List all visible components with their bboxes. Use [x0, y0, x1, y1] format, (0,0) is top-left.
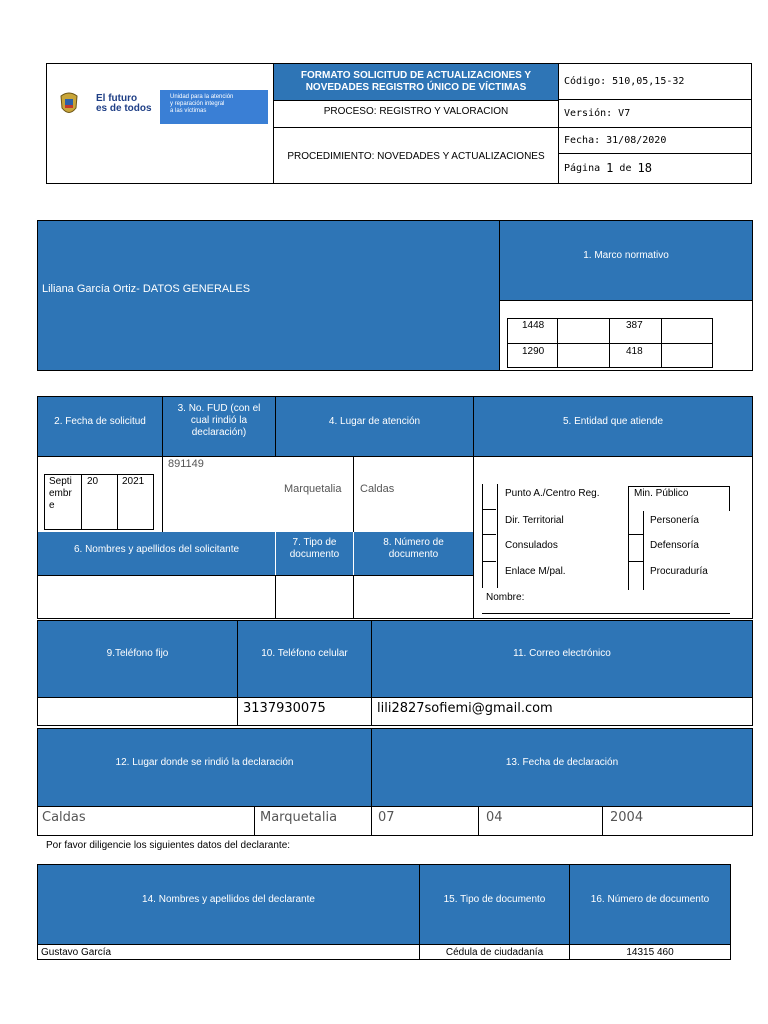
- logo-unit-text: Unidad para la atención: [170, 94, 234, 100]
- lugar-declaracion-label: 12. Lugar donde se rindió la declaración: [115, 756, 294, 768]
- marco-cell: 1448: [522, 320, 545, 331]
- procedure-label: PROCEDIMIENTO: NOVEDADES Y ACTUALIZACIONES: [287, 150, 545, 162]
- lugar-atencion-label: 4. Lugar de atención: [328, 415, 421, 427]
- code-label: Código: 510,05,15-32: [564, 75, 685, 87]
- telefono-celular-label: 10. Teléfono celular: [261, 647, 348, 659]
- entidad-checkbox[interactable]: [482, 484, 498, 588]
- declarant-tipo-value: Cédula de ciudadanía: [445, 946, 544, 958]
- logo-text: es de todos: [96, 103, 152, 114]
- logo: [52, 86, 268, 128]
- fud-label: 3. No. FUD (con el cual rindió la declaración): [177, 403, 261, 438]
- entidad-option: Enlace M/pal.: [505, 566, 566, 577]
- correo-label: 11. Correo electrónico: [513, 647, 611, 659]
- entidad-option: Consulados: [505, 540, 558, 551]
- entidad-option: Defensoría: [650, 540, 699, 551]
- telefono-fijo-value: [42, 698, 232, 718]
- marco-cell: 418: [626, 346, 643, 357]
- declarant-numero-value: 14315 460: [626, 946, 674, 958]
- fecha-year: 2021: [122, 476, 145, 487]
- lugar-dept: Caldas: [360, 483, 395, 495]
- declaration-year: 2004: [610, 809, 644, 825]
- form-title: FORMATO SOLICITUD DE ACTUALIZACIONES Y NOVEDADES REGISTRO ÚNICO DE VÍCTIMAS: [274, 64, 558, 100]
- header-divider: [558, 63, 559, 184]
- nombres-solicitante-label: 6. Nombres y apellidos del solicitante: [73, 543, 240, 555]
- telefono-celular-value: 3137930075: [243, 700, 326, 716]
- fud-value: 891149: [168, 458, 204, 470]
- date-label: Fecha: 31/08/2020: [564, 134, 667, 146]
- entidad-option: Procuraduría: [650, 566, 708, 577]
- tipo-documento-label: 7. Tipo de documento: [289, 537, 340, 560]
- declarant-note: Por favor diligencie los siguientes datos del declarante:: [46, 840, 291, 851]
- fecha-day: 20: [87, 476, 99, 487]
- lugar-city: Marquetalia: [284, 483, 342, 495]
- telefono-fijo-label: 9.Teléfono fijo: [106, 647, 169, 659]
- entidad-label: 5. Entidad que atiende: [562, 415, 664, 427]
- entidad-nombre-label: Nombre:: [486, 592, 525, 603]
- fecha-month: Septi embr e: [49, 476, 72, 511]
- page-label: Página 1 de 18: [564, 161, 652, 175]
- declarant-numero-label: 16. Número de documento: [590, 893, 710, 905]
- version-label: Versión: V7: [564, 108, 631, 119]
- declaration-dept: Caldas: [42, 809, 86, 825]
- logo-unit-text: y reparación integral: [170, 101, 225, 107]
- declaration-month: 04: [486, 809, 503, 825]
- correo-value: lili2827sofiemi@gmail.com: [377, 700, 553, 716]
- marco-cell: 387: [626, 320, 643, 331]
- entidad-option: Min. Público: [634, 488, 689, 499]
- declarant-tipo-label: 15. Tipo de documento: [443, 893, 546, 905]
- general-data-title: Liliana García Ortiz- DATOS GENERALES: [42, 283, 251, 295]
- declaration-city: Marquetalia: [260, 809, 338, 825]
- marco-cell: 1290: [522, 346, 545, 357]
- numero-documento-label: 8. Número de documento: [383, 537, 444, 560]
- declarant-nombre-value: Gustavo García: [41, 946, 112, 958]
- marco-normativo-label: 1. Marco normativo: [583, 249, 669, 261]
- entidad-option: Dir. Territorial: [505, 515, 564, 526]
- fecha-solicitud-label: 2. Fecha de solicitud: [54, 415, 146, 427]
- fecha-declaracion-label: 13. Fecha de declaración: [505, 756, 619, 768]
- coat-of-arms-icon: [58, 90, 80, 118]
- entidad-option: Personería: [650, 515, 699, 526]
- logo-unit-text: a las víctimas: [170, 108, 207, 114]
- declaration-day: 07: [378, 809, 395, 825]
- logo-text: El futuro: [96, 93, 138, 104]
- declarant-nombres-label: 14. Nombres y apellidos del declarante: [142, 893, 315, 905]
- process-label: PROCESO: REGISTRO Y VALORACION: [323, 105, 509, 117]
- entidad-option: Punto A./Centro Reg.: [505, 488, 600, 499]
